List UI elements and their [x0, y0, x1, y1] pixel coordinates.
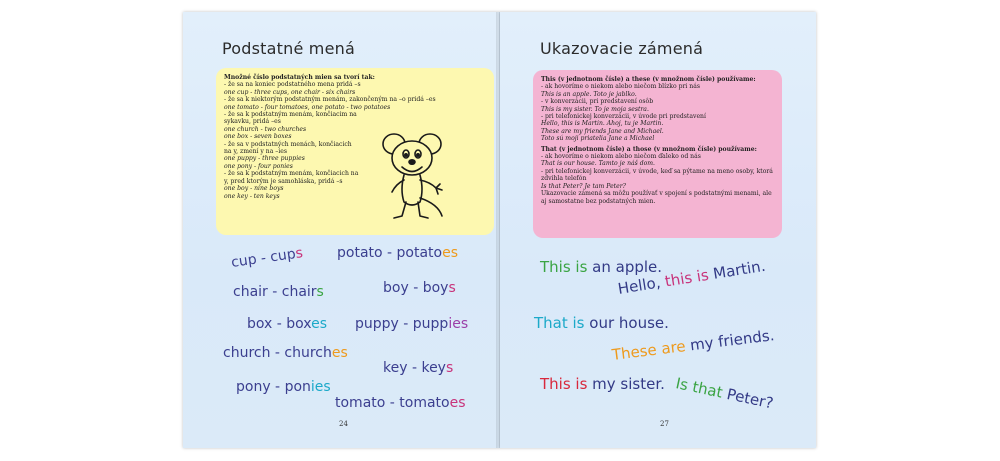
plural-rule-line: one church - two churches [224, 125, 307, 133]
plural-example-tomato: tomato - tomatoes [335, 395, 466, 411]
page-number: 27 [660, 420, 669, 428]
plural-example-cup: cup - cups [230, 245, 304, 271]
demonstrative-rule-line: This is my sister. To je moja sestra. [541, 105, 649, 113]
demonstrative-rule-line: Toto sú moji priatelia Jane a Michael [541, 135, 655, 143]
plural-example-potato: potato - potatoes [337, 245, 459, 261]
example-sentence-friends: These are my friends. [610, 326, 776, 364]
demonstrative-rule-line: - pri telefonickej konverzácii, v úvode, keď sa pýtame na meno osoby, ktorá [541, 167, 773, 175]
plural-rule-line: - že sa k podstatným menám, končiacich na [224, 170, 359, 178]
plural-rule-line: one tomato - four tomatoes, one potato - two potatoes [224, 103, 391, 111]
plural-rule-line: Množné číslo podstatných mien sa tvorí tak: [224, 74, 375, 81]
plural-rule-line: one cup - three cups, one chair - six chairs [224, 88, 356, 96]
plural-rule-line: na y, zmení y na –ies [224, 148, 288, 156]
plural-example-chair: chair - chairs [233, 284, 324, 300]
plural-rule-line: one box - seven boxes [224, 133, 292, 141]
demonstrative-rule-line: - v konverzácii, pri predstavení osôb [541, 98, 654, 106]
page-number: 24 [339, 420, 348, 428]
demonstrative-rule-line: This (v jednotnom čísle) a these (v množnom čísle) používame: [541, 76, 756, 83]
plural-example-puppy: puppy - puppies [355, 316, 469, 332]
plural-rule-line: one puppy - three puppies [224, 155, 305, 163]
example-sentence-martin: Hello, this is Martin. [616, 256, 767, 298]
example-sentence-peter: Is that Peter? [674, 374, 775, 413]
plural-rule-line: one key - ten keys [224, 192, 280, 200]
left-page [183, 12, 500, 448]
demonstrative-rule-line: That (v jednotnom čísle) a those (v množnom čísle) používame: [541, 145, 757, 153]
demonstrative-rule-line: Is that Peter? Je tam Peter? [541, 182, 626, 190]
plural-example-boy: boy - boys [383, 280, 456, 296]
demonstrative-rule-line: - ak hovoríme o niekom alebo niečom ďaleko od nás [541, 153, 701, 161]
plural-rule-line: one boy - nine boys [224, 185, 284, 193]
plural-rule-line: - že sa na koniec podstatného mena pridá –s [224, 81, 361, 89]
demonstrative-rule-line: Hello, this is Martin. Ahoj, tu je Martin. [541, 120, 664, 128]
plural-rule-line: - že sa v podstatných menách, končiacich [224, 140, 352, 148]
demonstrative-rule-line: These are my friends Jane and Michael. [541, 127, 664, 135]
plural-example-box: box - boxes [247, 316, 328, 332]
plural-example-key: key - keys [383, 360, 454, 376]
demonstrative-rule-line: - pri telefonickej konverzácii, v úvode pri predstavení [541, 113, 706, 121]
plural-rules-box [216, 68, 494, 235]
demonstrative-rule-line: Ukazovacie zámená sa môžu používať v spojení s podstatnými menami, ale [541, 190, 772, 198]
page-title: Podstatné mená [222, 39, 355, 58]
mouse-illustration-icon [380, 132, 450, 222]
plural-rule-line: one pony - four ponies [224, 162, 293, 170]
plural-rule-line: - že sa k niektorým podstatným menám, zakončeným na –o pridá –es [224, 96, 436, 104]
example-sentence-sister: This is my sister. [540, 375, 665, 393]
demonstrative-rule-line: zdvihla telefón [541, 175, 587, 183]
demonstrative-rule-line: This is an apple. Toto je jablko. [541, 90, 637, 98]
plural-example-church: church - churches [223, 345, 348, 361]
plural-rule-line: sykavku, pridá –es [224, 118, 281, 126]
plural-rule-line: y, pred ktorým je samohláska, pridá –s [224, 177, 343, 185]
page-title: Ukazovacie zámená [540, 39, 704, 58]
demonstrative-rule-line: aj samostatne bez podstatných mien. [541, 197, 656, 205]
right-page [500, 12, 816, 448]
plural-rule-line: - že sa k podstatným menám, končiacim na [224, 111, 357, 119]
example-sentence-apple: This is an apple. [540, 258, 663, 276]
demonstrative-rule-line: That is our house. Tamto je náš dom. [541, 160, 655, 168]
demonstrative-rules-box [533, 70, 782, 238]
example-sentence-house: That is our house. [534, 314, 669, 332]
plural-example-pony: pony - ponies [236, 379, 331, 395]
demonstrative-rule-line: - ak hovoríme o niekom alebo niečom blízko pri nás [541, 83, 700, 91]
